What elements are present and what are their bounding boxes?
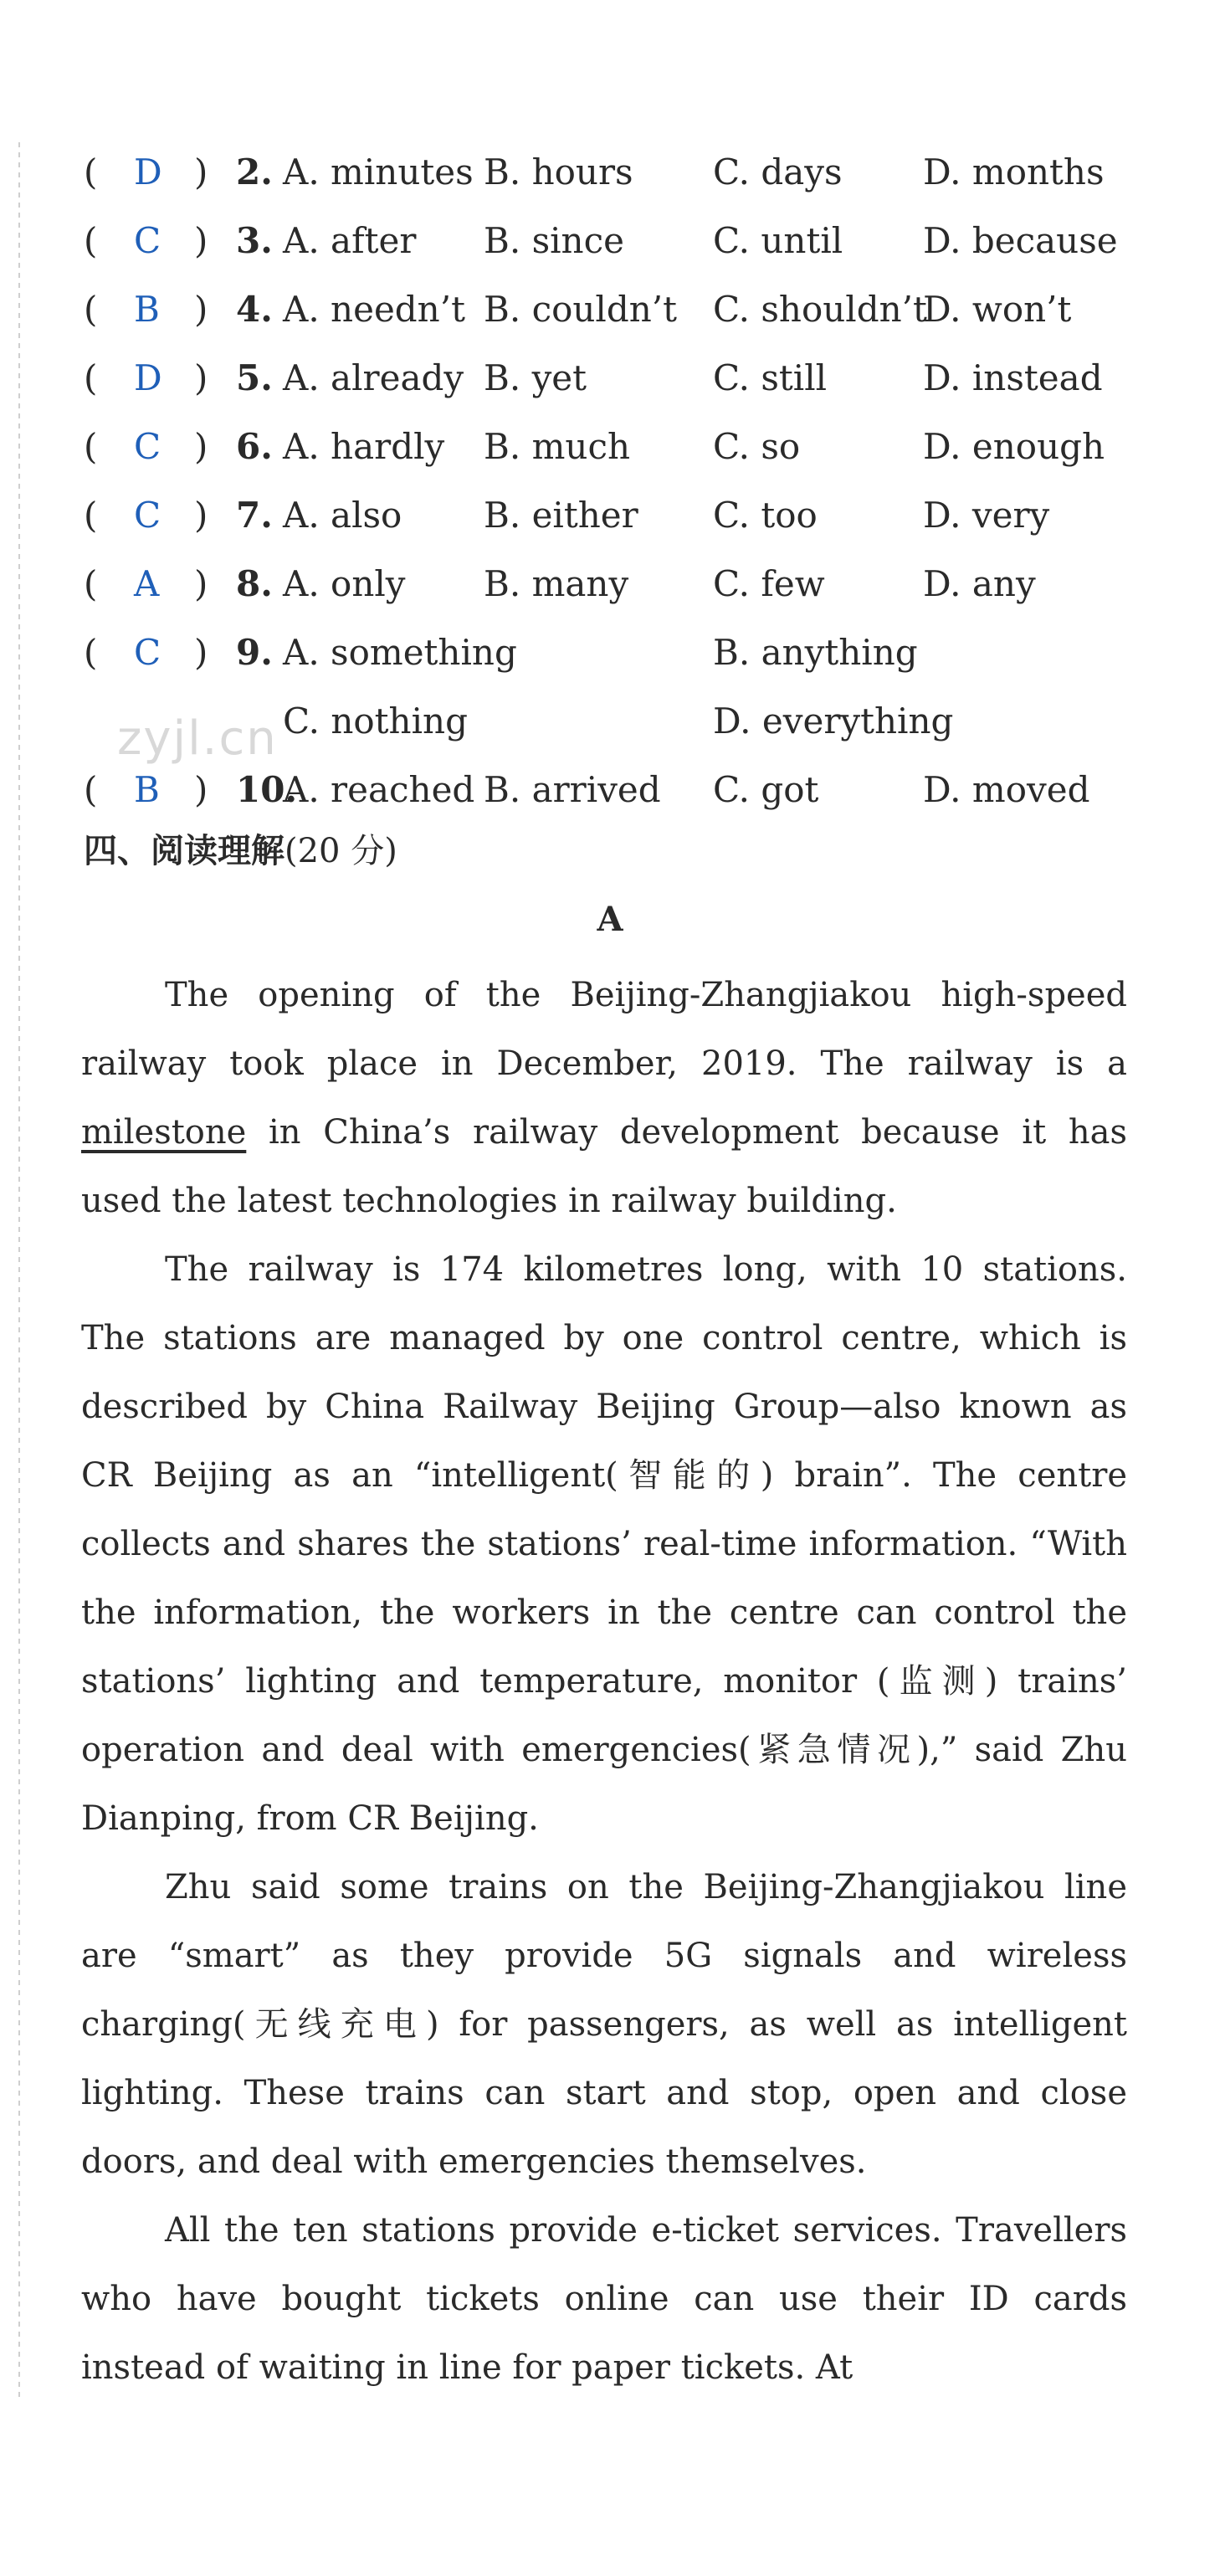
open-paren: ( (84, 220, 98, 261)
question-row (0, 756, 1220, 824)
passage-letter: A (597, 900, 623, 939)
option-c: C. days (713, 151, 843, 192)
answer-mark: C (134, 426, 161, 467)
option-d: D. moved (923, 769, 1090, 810)
question-number: 3. (236, 220, 273, 261)
paragraph-3: Zhu said some trains on the Beijing-Zhangjiakou line are “smart” as they provide 5G signals and wireless charging(无线充电) for passengers, as well as intelligent lighting. These trains can start and stop, open and close doors, and deal with emergencies themselves. (81, 1868, 1127, 2181)
option-a: A. already (283, 357, 464, 398)
open-paren: ( (84, 357, 98, 398)
option-b: B. many (484, 563, 629, 604)
paragraph-4: All the ten stations provide e-ticket services. Travellers who have bought tickets online can use their ID cards instead of waiting in line for paper tickets. At (81, 2211, 1127, 2387)
option-a: A. minutes (283, 151, 474, 192)
option-b: B. yet (484, 357, 587, 398)
open-paren: ( (84, 151, 98, 192)
close-paren: ) (194, 563, 208, 604)
option-d: D. any (923, 563, 1036, 604)
open-paren: ( (84, 563, 98, 604)
question-row (0, 138, 1220, 207)
question-number: 8. (236, 563, 273, 604)
question-row (0, 207, 1220, 275)
question-number: 2. (236, 151, 273, 192)
close-paren: ) (194, 495, 208, 536)
option-d: D. very (923, 495, 1050, 536)
answer-mark: D (134, 357, 162, 398)
section-title-text: 四、阅读理解 (84, 832, 284, 870)
answer-mark: C (134, 632, 161, 673)
question-row (0, 481, 1220, 550)
answer-mark: C (134, 220, 161, 261)
option-d: D. instead (923, 357, 1103, 398)
section-title (84, 824, 397, 872)
option-c: C. few (713, 563, 825, 604)
watermark: zyjl.cn (117, 711, 278, 766)
option-c: C. got (713, 769, 819, 810)
option-c: C. too (713, 495, 818, 536)
paragraph-1 (81, 961, 1127, 1235)
paragraph-text: in China’s railway development because it has used the latest technologies in railway building. (81, 1113, 1127, 1220)
option-b: B. anything (713, 632, 918, 673)
option-a: A. after (283, 220, 417, 261)
option-c: C. still (713, 357, 828, 398)
question-row (0, 413, 1220, 481)
option-a: A. also (283, 495, 402, 536)
close-paren: ) (194, 289, 208, 330)
option-a: A. needn’t (283, 289, 465, 330)
option-d: D. because (923, 220, 1118, 261)
option-c: C. until (713, 220, 843, 261)
reading-passage (81, 961, 1127, 2402)
close-paren: ) (194, 357, 208, 398)
option-b: B. arrived (484, 769, 661, 810)
option-d: D. everything (713, 700, 954, 741)
open-paren: ( (84, 632, 98, 673)
question-row (0, 275, 1220, 344)
option-b: B. hours (484, 151, 633, 192)
option-b: B. either (484, 495, 638, 536)
question-row (0, 344, 1220, 413)
answer-mark: C (134, 495, 161, 536)
question-number: 10. (236, 769, 298, 810)
question-number: 7. (236, 495, 273, 536)
question-number: 6. (236, 426, 273, 467)
answer-mark: A (134, 563, 160, 604)
option-a: A. hardly (283, 426, 445, 467)
paragraph-2: The railway is 174 kilometres long, with 10 stations. The stations are managed by one control centre, which is described by China Railway Beijing Group—also known as CR Beijing as an “intelligent(智能的) brain”. The centre collects and shares the stations’ real-time information. “With the information, the workers in the centre can control the stations’ lighting and temperature, monitor (监测) trains’ operation and deal with emergencies(紧急情况),” said Zhu Dianping, from CR Beijing. (81, 1250, 1127, 1838)
option-d: D. enough (923, 426, 1105, 467)
option-c: C. shouldn’t (713, 289, 927, 330)
paragraph-text: The opening of the Beijing-Zhangjiakou high-speed railway took place in December, 2019. The railway is a (81, 976, 1127, 1083)
question-row (0, 550, 1220, 618)
open-paren: ( (84, 426, 98, 467)
option-b: B. much (484, 426, 631, 467)
question-number: 4. (236, 289, 273, 330)
open-paren: ( (84, 495, 98, 536)
option-a: A. reached (283, 769, 475, 810)
answer-mark: D (134, 151, 162, 192)
option-a: A. only (283, 563, 406, 604)
answer-mark: B (134, 769, 160, 810)
option-b: B. couldn’t (484, 289, 678, 330)
option-d: D. months (923, 151, 1105, 192)
close-paren: ) (194, 632, 208, 673)
answer-mark: B (134, 289, 160, 330)
close-paren: ) (194, 220, 208, 261)
question-number: 9. (236, 632, 273, 673)
option-d: D. won’t (923, 289, 1072, 330)
option-c: C. nothing (283, 700, 468, 741)
section-score: (20 分) (284, 832, 397, 870)
option-a: A. something (283, 632, 517, 673)
open-paren: ( (84, 769, 98, 810)
option-c: C. so (713, 426, 801, 467)
open-paren: ( (84, 289, 98, 330)
close-paren: ) (194, 769, 208, 810)
close-paren: ) (194, 426, 208, 467)
option-b: B. since (484, 220, 624, 261)
question-number: 5. (236, 357, 273, 398)
question-row (0, 618, 1220, 687)
close-paren: ) (194, 151, 208, 192)
underlined-word: milestone (81, 1113, 247, 1152)
